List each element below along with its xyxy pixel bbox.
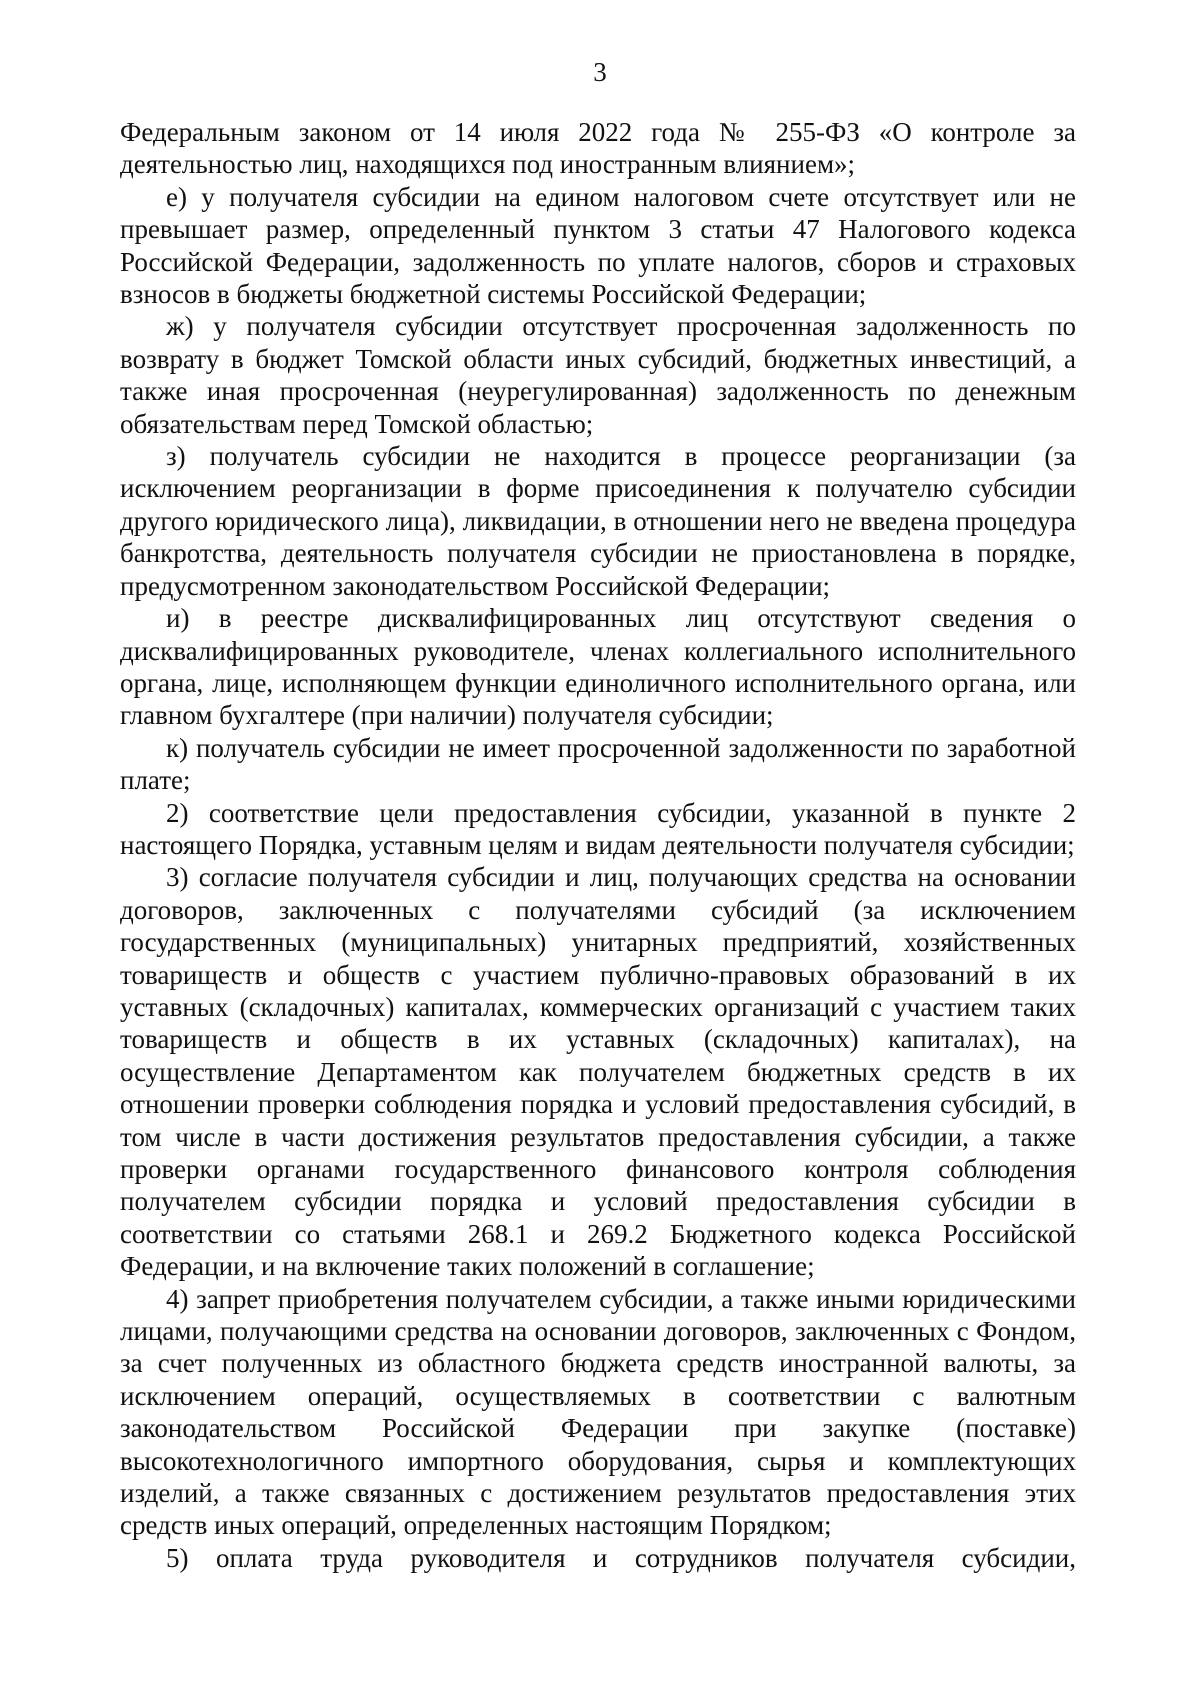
document-body (120, 116, 1076, 1574)
paragraph: ж) у получателя субсидии отсутствует просроченная задолженность по возврату в бюджет Томской области иных субсидий, бюджетных инвестиций, а также иная просроченная (неурегулированная) задолженность по денежным обязательствам перед Томской областью; (120, 311, 1076, 439)
paragraph: 4) запрет приобретения получателем субсидии, а также иными юридическими лицами, получающими средства на основании договоров, заключенных с Фондом, за счет полученных из областного бюджета средств иностранной валюты, за исключением операций, осуществляемых в соответствии с валютным законодательством Российской Федерации при закупке (поставке) высокотехнологичного импортного оборудования, сырья и комплектующих изделий, а также связанных с достижением результатов предоставления этих средств иных операций, определенных настоящим Порядком; (120, 1283, 1076, 1541)
paragraph: 3) согласие получателя субсидии и лиц, получающих средства на основании договоров, заключенных с получателями субсидий (за исключением государственных (муниципальных) унитарных предприятий, хозяйственных товариществ и обществ с участием публично-правовых образований в их уставных (складочных) капиталах, коммерческих организаций с участием таких товариществ и обществ в их уставных (складочных) капиталах), на осуществление Департаментом как получателем бюджетных средств в их отношении проверки соблюдения порядка и условий предоставления субсидий, в том числе в части достижения результатов предоставления субсидии, а также проверки органами государственного финансового контроля соблюдения получателем субсидии порядка и условий предоставления субсидии в соответствии со статьями 268.1 и 269.2 Бюджетного кодекса Российской Федерации, и на включение таких положений в соглашение; (120, 862, 1076, 1282)
page-number: 3 (593, 57, 607, 87)
paragraph: к) получатель субсидии не имеет просроченной задолженности по заработной плате; (120, 732, 1076, 796)
paragraph: е) у получателя субсидии на едином налоговом счете отсутствует или не превышает размер, определенный пунктом 3 статьи 47 Налогового кодекса Российской Федерации, задолженность по уплате налогов, сборов и страховых взносов в бюджеты бюджетной системы Российской Федерации; (120, 181, 1076, 310)
paragraph: и) в реестре дисквалифицированных лиц отсутствуют сведения о дисквалифицированных руководителе, членах коллегиального исполнительного органа, лице, исполняющем функции единоличного исполнительного органа, или главном бухгалтере (при наличии) получателя субсидии; (120, 603, 1076, 731)
paragraph: 5) оплата труда руководителя и сотрудников получателя субсидии, (166, 1542, 1076, 1573)
paragraph: 2) соответствие цели предоставления субсидии, указанной в пункте 2 настоящего Порядка, уставным целям и видам деятельности получателя субсидии; (120, 797, 1076, 860)
paragraph: Федеральным законом от 14 июля 2022 года № 255-ФЗ «О контроле за деятельностью лиц, находящихся под иностранным влиянием»; (120, 117, 1076, 180)
paragraph: з) получатель субсидии не находится в процессе реорганизации (за исключением реорганизации в форме присоединения к получателю субсидии другого юридического лица), ликвидации, в отношении него не введена процедура банкротства, деятельность получателя субсидии не приостановлена в порядке, предусмотренном законодательством Российской Федерации; (120, 441, 1076, 601)
